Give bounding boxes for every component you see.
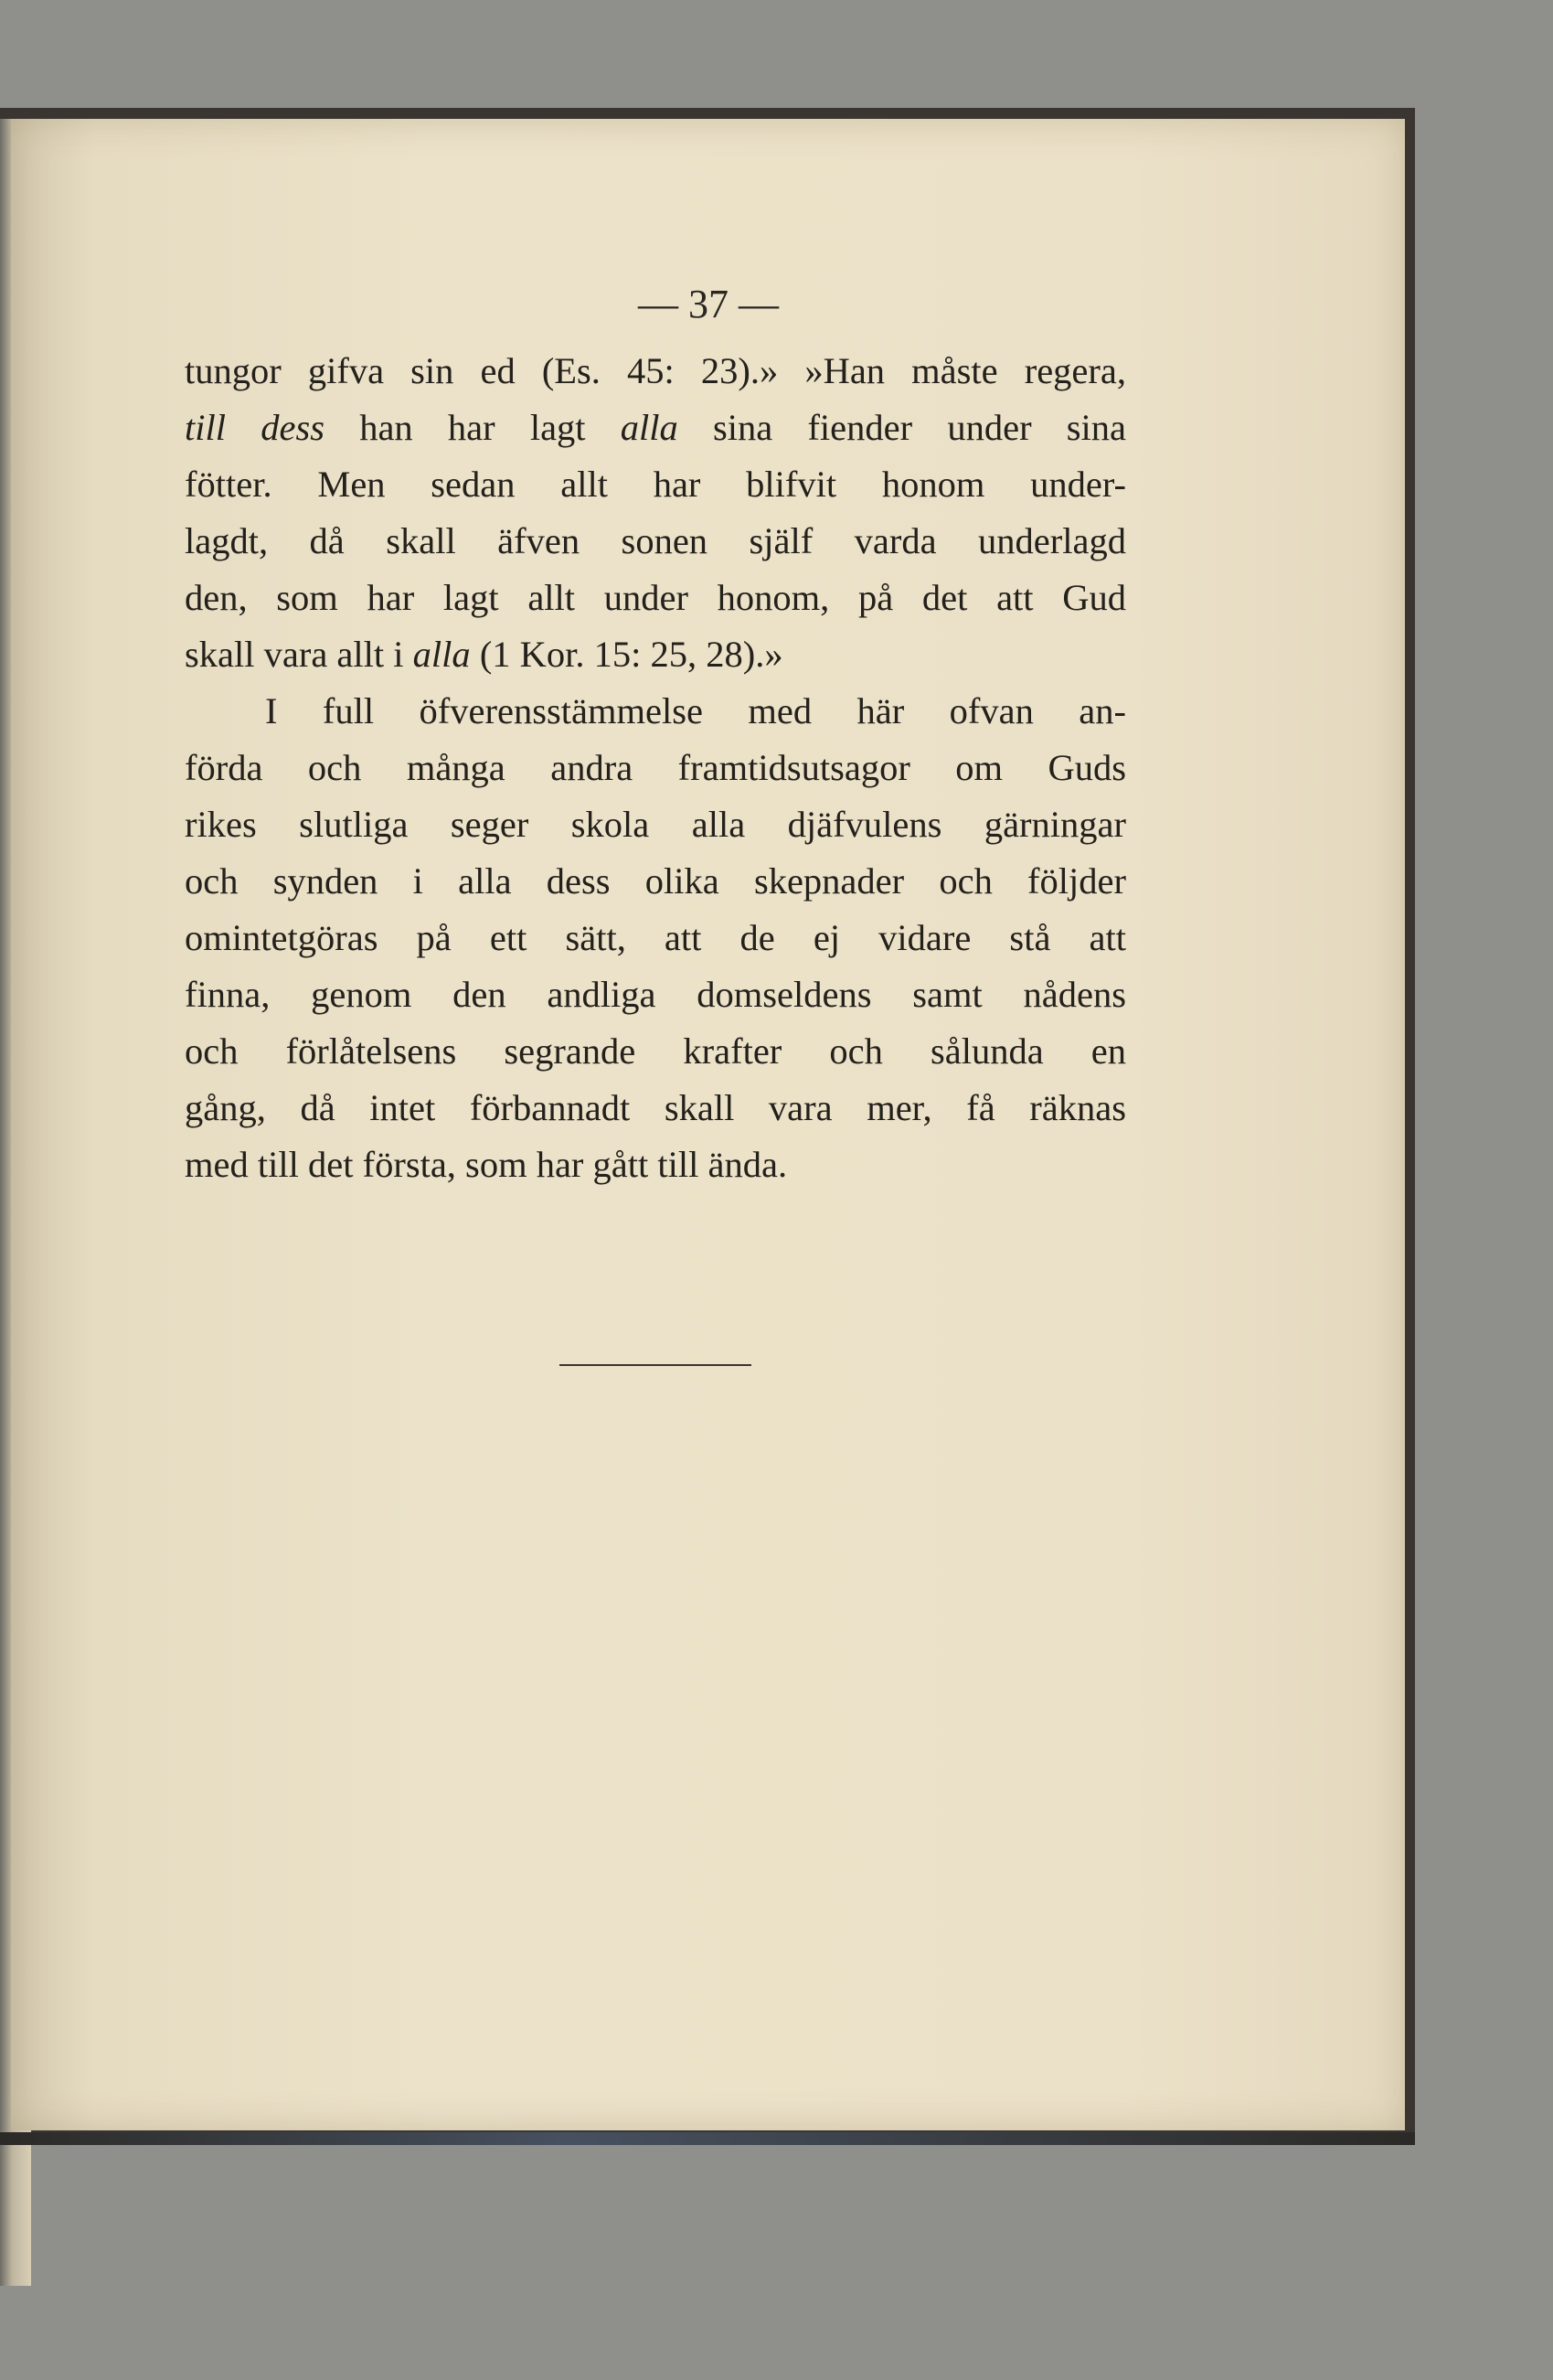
italic-text: alla <box>412 634 471 675</box>
text-segment: han har lagt <box>324 407 621 448</box>
text-line <box>185 910 1126 966</box>
text-segment: och synden i alla dess olika skepnader och följder <box>185 860 1126 902</box>
text-segment: och förlåtelsens segrande krafter och sålunda en <box>185 1030 1126 1072</box>
text-segment: I full öfverensstämmelse med här ofvan an- <box>265 690 1126 731</box>
text-line <box>185 456 1126 513</box>
text-line <box>185 1080 1126 1137</box>
cover-bottom-edge <box>0 2132 1415 2145</box>
section-divider-rule <box>559 1364 751 1366</box>
text-segment: rikes slutliga seger skola alla djäfvulens gärningar <box>185 804 1126 845</box>
italic-text: till dess <box>185 407 324 448</box>
text-line <box>185 796 1126 853</box>
body-text <box>185 343 1126 1193</box>
text-segment: (1 Kor. 15: 25, 28).» <box>470 634 783 675</box>
text-line <box>185 683 1126 740</box>
text-segment: fötter. Men sedan allt har blifvit honom under- <box>185 464 1126 505</box>
text-line <box>185 853 1126 910</box>
text-line <box>185 570 1126 626</box>
text-segment: skall vara allt i <box>185 634 413 675</box>
italic-text: alla <box>620 407 678 448</box>
text-line <box>185 626 1126 683</box>
text-line <box>185 1023 1126 1080</box>
text-segment: gång, då intet förbannadt skall vara mer, få räknas <box>185 1087 1126 1128</box>
text-line <box>185 966 1126 1023</box>
text-segment: sina fiender under sina <box>677 407 1127 448</box>
text-segment: lagdt, då skall äfven sonen själf varda underlagd <box>185 520 1126 561</box>
text-segment: omintetgöras på ett sätt, att de ej vidare stå att <box>185 917 1126 958</box>
text-line <box>185 343 1126 400</box>
text-segment: tungor gifva sin ed (Es. 45: 23).» »Han måste regera, <box>185 350 1126 391</box>
text-line <box>185 513 1126 570</box>
page-number: — 37 — <box>638 282 779 326</box>
text-line <box>185 400 1126 456</box>
text-segment: finna, genom den andliga domseldens samt nådens <box>185 974 1126 1015</box>
text-line <box>185 1137 1126 1193</box>
text-line <box>185 740 1126 796</box>
text-segment: den, som har lagt allt under honom, på det att Gud <box>185 577 1126 618</box>
text-segment: förda och många andra framtidsutsagor om Guds <box>185 747 1126 788</box>
text-segment: med till det första, som har gått till ända. <box>185 1144 788 1185</box>
